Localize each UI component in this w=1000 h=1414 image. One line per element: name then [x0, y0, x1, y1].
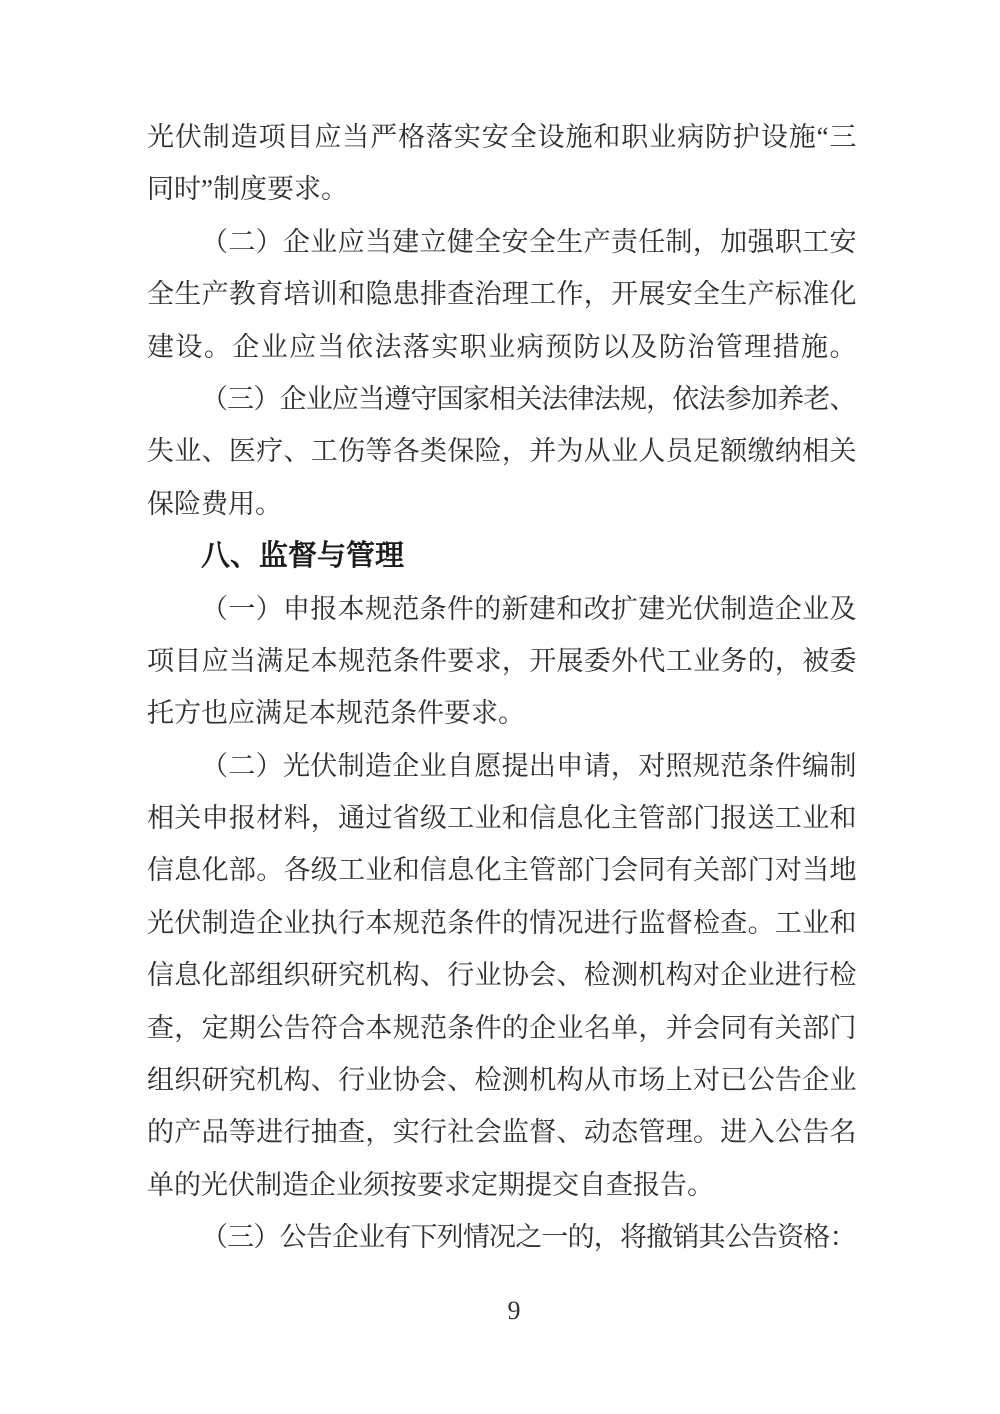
body-text-line: （二）光伏制造企业自愿提出申请，对照规范条件编制	[201, 750, 855, 781]
body-text-line: 的产品等进行抽查，实行社会监督、动态管理。进入公告名	[147, 1117, 855, 1148]
body-text-line: 相关申报材料，通过省级工业和信息化主管部门报送工业和	[147, 803, 855, 834]
body-text-line: （三）企业应当遵守国家相关法律法规，依法参加养老、	[201, 383, 855, 414]
body-text-line: 光伏制造企业执行本规范条件的情况进行监督检查。工业和	[147, 907, 855, 938]
body-text-line: 单的光伏制造企业须按要求定期提交自查报告。	[147, 1169, 714, 1200]
body-text-line: 光伏制造项目应当严格落实安全设施和职业病防护设施“三	[147, 122, 855, 152]
body-text-line: 同时”制度要求。	[147, 174, 348, 205]
body-text-line: 失业、医疗、工伤等各类保险，并为从业人员足额缴纳相关	[147, 436, 855, 467]
body-text-line: 全生产教育培训和隐患排查治理工作，开展安全生产标准化	[147, 279, 855, 310]
document-body	[147, 111, 855, 1264]
body-text-line: （一）申报本规范条件的新建和改扩建光伏制造企业及	[201, 593, 855, 624]
body-text-line: 组织研究机构、行业协会、检测机构从市场上对已公告企业	[147, 1065, 855, 1096]
section-heading: 八、监督与管理	[201, 540, 405, 573]
body-text-line: （三）公告企业有下列情况之一的，将撤销其公告资格：	[201, 1222, 855, 1253]
body-text-line: 查，定期公告符合本规范条件的企业名单，并会同有关部门	[147, 1012, 855, 1043]
body-text-line: 项目应当满足本规范条件要求，开展委外代工业务的，被委	[147, 645, 855, 676]
body-text-line: 保险费用。	[147, 488, 282, 519]
body-text-line: 建设。企业应当依法落实职业病预防以及防治管理措施。	[147, 331, 855, 362]
body-text-line: 信息化部。各级工业和信息化主管部门会同有关部门对当地	[147, 855, 855, 886]
page-number: 9	[507, 1296, 521, 1325]
body-text-line: （二）企业应当建立健全安全生产责任制，加强职工安	[201, 226, 855, 257]
body-text-line: 信息化部组织研究机构、行业协会、检测机构对企业进行检	[147, 960, 855, 991]
body-text-line: 托方也应满足本规范条件要求。	[147, 698, 525, 729]
